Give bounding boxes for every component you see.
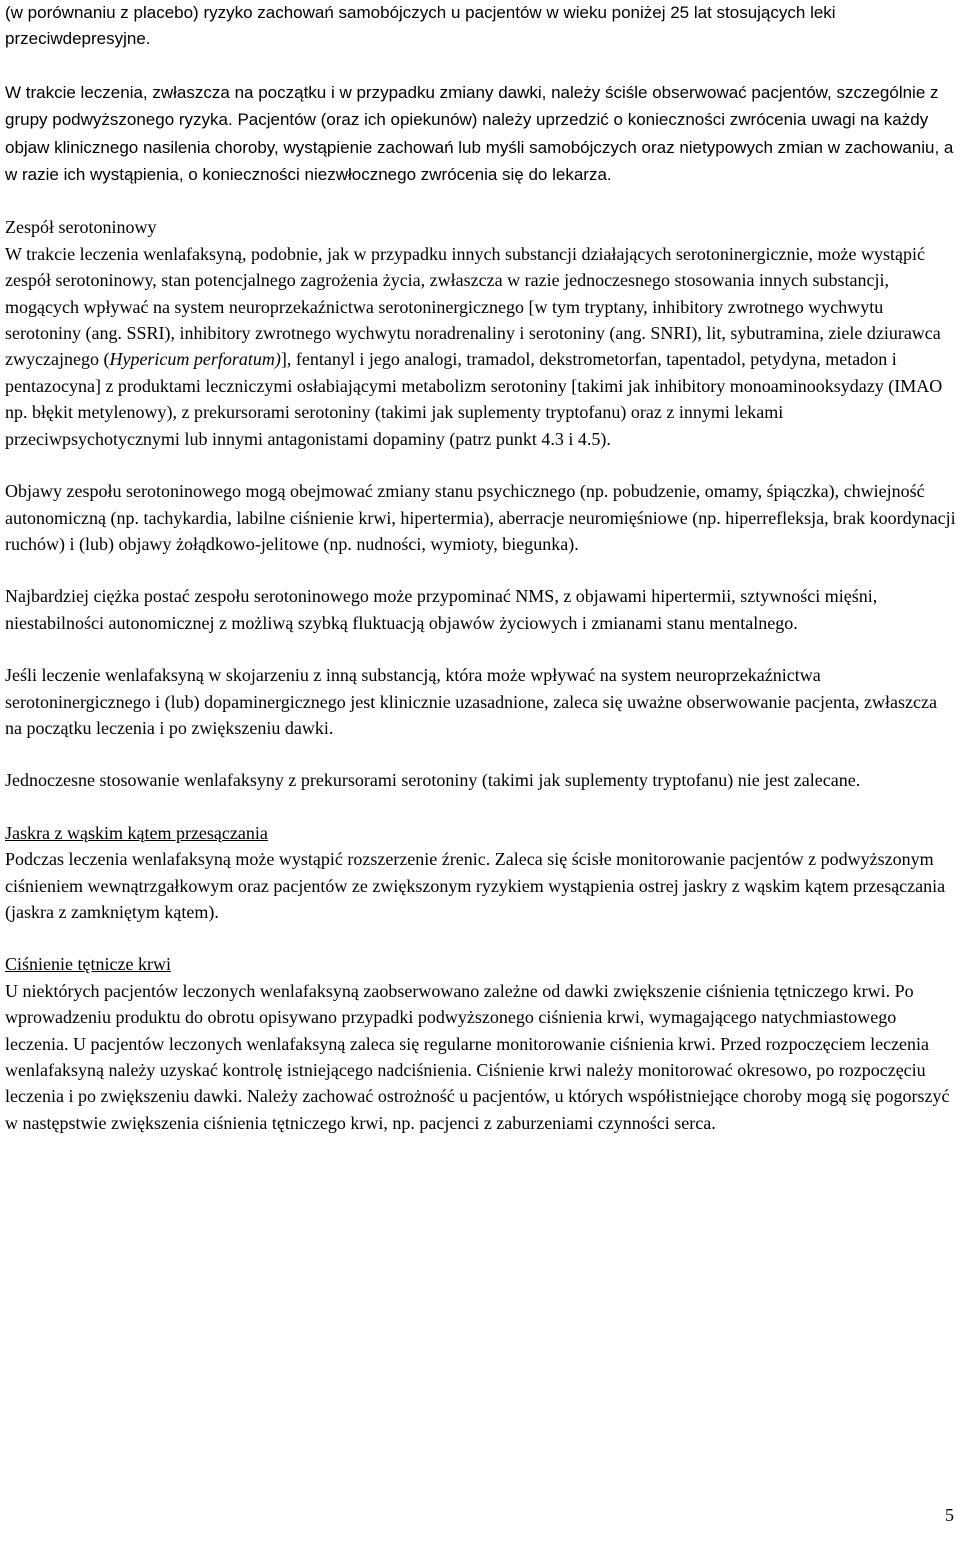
- paragraph-serotonin-3: Najbardziej ciężka postać zespołu serotoninowego może przypominać NMS, z objawami hipertermii, sztywności mięśni, niestabilności autonomicznej z możliwą szybką fluktuacją objawów życiowych i zmianami stanu mentalnego.: [5, 586, 878, 633]
- paragraph-serotonin-4: Jeśli leczenie wenlafaksyną w skojarzeniu z inną substancją, która może wpływać na system neuroprzekaźnictwa serotoninergicznego i (lub) dopaminergicznego jest klinicznie uzasadnione, zaleca się uważne obserwowanie pacjenta, zwłaszcza na początku leczenia i po zwiększeniu dawki.: [5, 665, 937, 738]
- section-title-glaucoma: Jaskra z wąskim kątem przesączania: [5, 822, 268, 843]
- paragraph-blood-pressure: U niektórych pacjentów leczonych wenlafaksyną zaobserwowano zależne od dawki zwiększenie ciśnienia tętniczego krwi. Po wprowadzeniu produktu do obrotu opisywano przypadki podwyższonego ciśnienia krwi, wymagającego natychmiastowego leczenia. U pacjentów leczonych wenlafaksyną zaleca się regularne monitorowanie ciśnienia krwi. Przed rozpoczęciem leczenia wenlafaksyną należy uzyskać kontrolę istniejącego nadciśnienia. Ciśnienie krwi należy monitorować okresowo, po rozpoczęciu leczenia i po zwiększeniu dawki. Należy zachować ostrożność u pacjentów, u których współistniejące choroby mogą się pogorszyć w następstwie zwiększenia ciśnienia tętniczego krwi, np. pacjenci z zaburzeniami czynności serca.: [5, 980, 950, 1133]
- observation-text-b: Pacjentów (oraz ich opiekunów) należy uprzedzić o konieczności zwrócenia uwagi na każdy objaw klinicznego nasilenia choroby, wystąpienie zachowań lub myśli samobójczych oraz nietypowych zmian w zachowaniu, a w razie ich wystąpienia, o konieczności niezwłocznego zwrócenia się do lekarza.: [5, 110, 954, 185]
- paragraph-glaucoma: Podczas leczenia wenlafaksyną może wystąpić rozszerzenie źrenic. Zaleca się ścisłe monitorowanie pacjentów z podwyższonym ciśnieniem wewnątrzgałkowym oraz pacjentów ze zwiększonym ryzykiem wystąpienia ostrej jaskry z wąskim kątem przesączania (jaskra z zamkniętym kątem).: [5, 849, 946, 922]
- paragraph-serotonin-2: Objawy zespołu serotoninowego mogą obejmować zmiany stanu psychicznego (np. pobudzenie, omamy, śpiączka), chwiejność autonomiczną (np. tachykardia, labilne ciśnienie krwi, hipertermia), aberracje neuromięśniowe (np. hiperrefleksja, brak koordynacji ruchów) i (lub) objawy żołądkowo-jelitowe (np. nudności, wymioty, biegunka).: [5, 481, 956, 554]
- observation-text-a: W trakcie leczenia, zwłaszcza na początku i w przypadku zmiany dawki, należy ściśle obserwować pacjentów, szczególnie z grupy podwyższonego ryzyka.: [5, 82, 939, 130]
- paragraph-observation: [5, 79, 957, 189]
- section-title-blood-pressure: Ciśnienie tętnicze krwi: [5, 954, 171, 975]
- paragraph-serotonin-1: [5, 241, 957, 452]
- section-title-serotonin-syndrome: Zespół serotoninowy: [5, 217, 157, 238]
- serotonin-1-text-a: W trakcie leczenia wenlafaksyną, podobnie, jak w przypadku innych substancji działających serotoninergicznie, może wystąpić zespół serotoninowy, stan potencjalnego zagrożenia życia, zwłaszcza w razie jednoczesnego stosowania innych substancji, mogących wpływać na system neuroprzekaźnictwa serotoninergicznego [w tym tryptany, inhibitory zwrotnego wychwytu serotoniny (ang. SSRI), inhibitory zwrotnego wychwytu noradrenaliny i serotoniny (ang. SNRI), lit, sybutramina, ziele dziurawca zwyczajnego (: [5, 243, 941, 370]
- paragraph-suicide-risk-end: (w porównaniu z placebo) ryzyko zachowań samobójczych u pacjentów w wieku poniżej 25 lat stosujących leki przeciwdepresyjne.: [5, 3, 836, 49]
- serotonin-1-italic: Hypericum perforatum): [109, 349, 281, 370]
- serotonin-1-text-b: ], fentanyl i jego analogi, tramadol, dekstrometorfan, tapentadol, petydyna, metadon i pentazocyna] z produktami leczniczymi osłabiającymi metabolizm serotoniny [takimi jak inhibitory monoaminooksydazy (IMAO np. błękit metylenowy), z prekursorami serotoniny (takimi jak suplementy tryptofanu) oraz z innymi lekami przeciwpsychotycznymi lub innymi antagonistami dopaminy (patrz punkt 4.3 i 4.5).: [5, 349, 943, 449]
- document-page: [5, 0, 957, 1136]
- page-number: 5: [945, 1505, 954, 1525]
- paragraph-serotonin-5: Jednoczesne stosowanie wenlafaksyny z prekursorami serotoniny (takimi jak suplementy tryptofanu) nie jest zalecane.: [5, 770, 861, 791]
